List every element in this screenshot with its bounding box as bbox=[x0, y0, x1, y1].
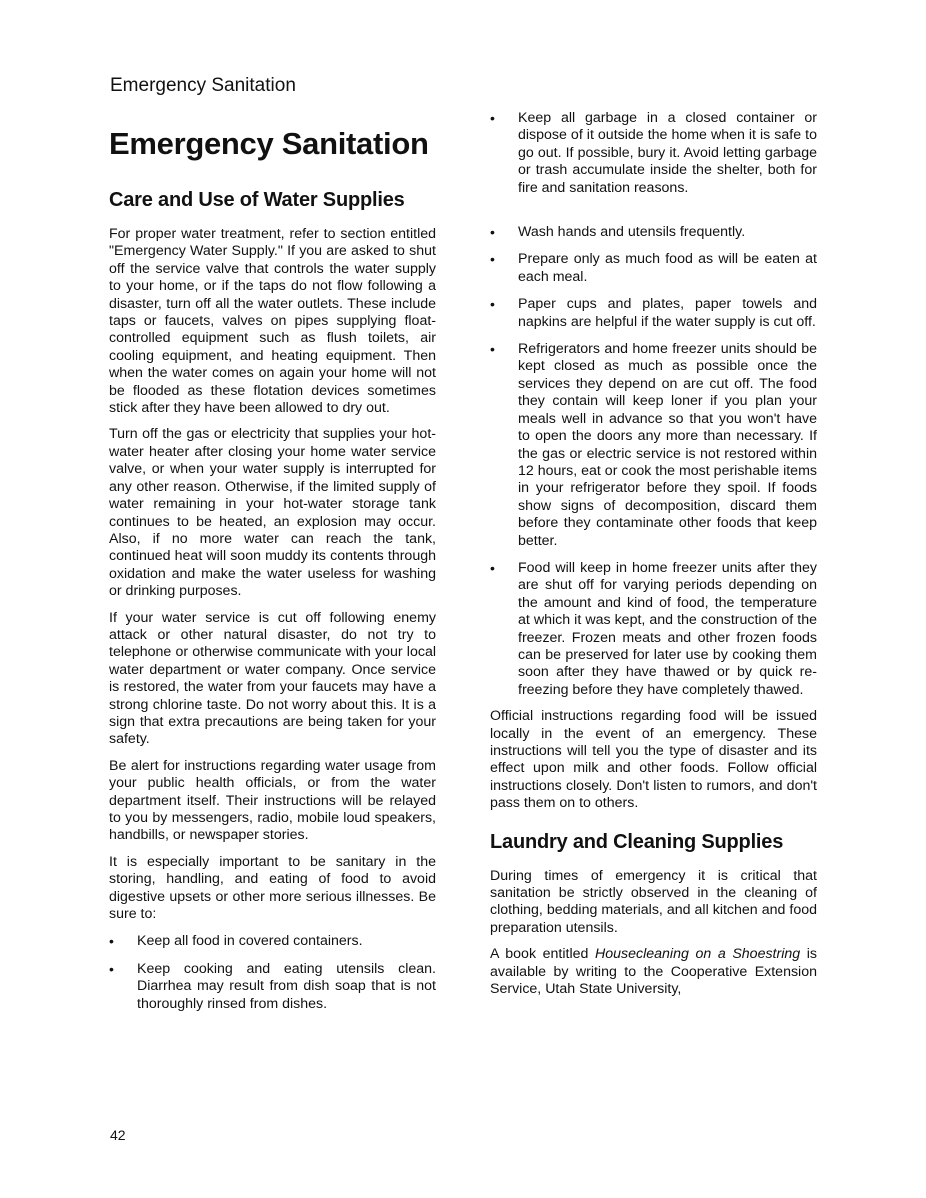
text-span: A book entitled bbox=[490, 946, 595, 963]
paragraph: During times of emergency it is critical that sanitation be strictly observed in the cleaning of clothing, bedding materials, and all kitchen and food preparation utensils. bbox=[490, 867, 817, 936]
bullet-icon: • bbox=[490, 110, 495, 126]
list-item bbox=[490, 110, 817, 197]
paragraph: Be alert for instructions regarding water usage from your public health officials, or from the water department itself. Their instructions will be relayed to you by messengers, radio, mobile loud speakers, handbills, or newspaper stories. bbox=[109, 757, 436, 844]
bullet-icon: • bbox=[490, 341, 495, 358]
paragraph: Official instructions regarding food will be issued locally in the event of an emergency. These instructions will tell you the type of disaster and its effect upon milk and other foods. Follow official instructions closely. Don't listen to rumors, and don't pass them on to others. bbox=[490, 708, 817, 812]
list-item-text: Keep all garbage in a closed container or dispose of it outside the home when it is safe to go out. If possible, bury it. Avoid letting garbage or trash accumulate inside the shelter, both for fire and sanitation reasons. bbox=[518, 110, 817, 196]
section-heading-laundry: Laundry and Cleaning Supplies bbox=[490, 830, 784, 853]
book-title: Housecleaning on a Shoestring bbox=[595, 946, 801, 963]
bullet-icon: • bbox=[109, 960, 114, 977]
paragraph: It is especially important to be sanitary in the storing, handling, and eating of food to avoid digestive upsets or other more serious illnesses. Be sure to: bbox=[109, 853, 436, 923]
bullet-icon: • bbox=[490, 559, 495, 576]
paragraph: Turn off the gas or electricity that supplies your hot-water heater after closing your home water service valve, or when your water supply is interrupted for any other reason. Otherwise, if the limited supply of water remaining in your hot-water storage tank continues to be heated, an explosion may occur. Also, if no more water can reach the tank, continued heat will soon muddy its contents through oxidation and make the water useless for washing or drinking purposes. bbox=[109, 426, 436, 600]
list-item bbox=[490, 341, 817, 550]
running-header: Emergency Sanitation bbox=[110, 75, 296, 96]
list-item bbox=[109, 933, 436, 950]
bullet-icon: • bbox=[490, 251, 495, 268]
list-item bbox=[109, 961, 436, 1013]
list-item-text: Keep cooking and eating utensils clean. Diarrhea may result from dish soap that is not thoroughly rinsed from dishes. bbox=[137, 960, 436, 1012]
paragraph: If your water service is cut off following enemy attack or other natural disaster, do not try to telephone or otherwise communicate with your local water department or water company. Once service is restored, the water from your faucets may have a strong chlorine taste. Do not worry about this. It is a sign that extra precautions are being taken for your safety. bbox=[109, 609, 436, 748]
bullet-icon: • bbox=[490, 296, 495, 313]
text-span: is available by writing to the Cooperative Extension Service, Utah State University, bbox=[490, 946, 817, 998]
section-heading-water bbox=[109, 189, 439, 212]
list-item-text: Food will keep in home freezer units after they are shut off for varying periods depending on the amount and kind of food, the temperature at which it was kept, and the construction of the freezer. Frozen meats and other frozen foods can be preserved for later use by cooking them soon after they have thawed or by quick re-freezing before they have completely thawed. bbox=[518, 559, 817, 698]
list-item bbox=[490, 560, 817, 699]
list-item-text: Refrigerators and home freezer units should be kept closed as much as possible once the services they depend on are cut off. The food they contain will keep loner if you plan your meals well in advance so that you won't have to open the doors any more than necessary. If the gas or electric service is not restored within 12 hours, eat or cook the most perishable items in your refrigerator before they spoil. If foods show signs of decomposition, discard them before they contaminate other foods that keep better. bbox=[518, 341, 817, 549]
list-item-text: Prepare only as much food as will be eaten at each meal. bbox=[518, 251, 817, 285]
paragraph bbox=[490, 946, 817, 998]
list-item bbox=[490, 224, 817, 241]
list-item-text: Paper cups and plates, paper towels and napkins are helpful if the water supply is cut off. bbox=[518, 296, 817, 330]
bullet-icon: • bbox=[490, 224, 495, 241]
list-item-text: Keep all food in covered containers. bbox=[137, 933, 363, 950]
section-heading: Care and Use of Water Supplies bbox=[109, 189, 405, 211]
page-title: Emergency Sanitation bbox=[109, 126, 429, 161]
page-number: 42 bbox=[110, 1127, 126, 1143]
list-item bbox=[490, 296, 817, 331]
list-item-text: Wash hands and utensils frequently. bbox=[518, 224, 746, 241]
list-item bbox=[490, 251, 817, 286]
right-column-body bbox=[490, 110, 817, 998]
paragraph: For proper water treatment, refer to section entitled "Emergency Water Supply." If you are asked to shut off the service valve that controls the water supply to your home, or if the taps do not flow following a disaster, turn off all the water outlets. These include taps or faucets, valves on pipes supplying float-controlled equipment such as flush toilets, air cooling equipment, and heating equipment. Then when the water comes on again your home will not be flooded as these flotation devices sometimes stick after they have been allowed to dry out. bbox=[109, 226, 436, 417]
bullet-icon: • bbox=[109, 933, 114, 950]
left-column-body bbox=[109, 226, 436, 1013]
